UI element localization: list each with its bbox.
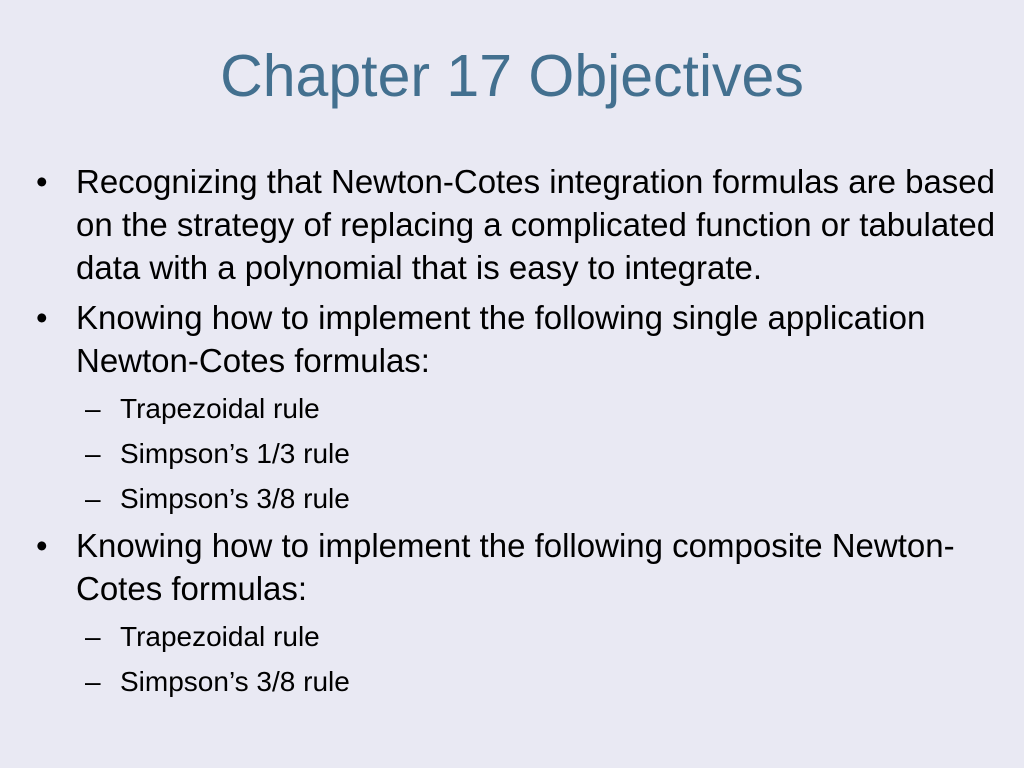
sub-bullet-text: Simpson’s 3/8 rule [120,483,350,514]
sub-bullet-item [36,389,1006,428]
sub-bullet-item [36,479,1006,518]
sub-bullet-marker: – [85,483,101,514]
objectives-list [36,160,1006,707]
sub-bullet-list [36,617,1006,701]
bullet-marker: • [36,299,48,336]
sub-bullet-marker: – [85,621,101,652]
bullet-item [36,296,1006,382]
sub-bullet-list [36,389,1006,518]
bullet-text: Knowing how to implement the following single application Newton-Cotes formulas: [76,299,926,379]
sub-bullet-text: Trapezoidal rule [120,393,320,424]
sub-bullet-item [36,662,1006,701]
bullet-item [36,160,1006,289]
sub-bullet-text: Trapezoidal rule [120,621,320,652]
slide-title: Chapter 17 Objectives [220,43,804,109]
sub-bullet-item [36,434,1006,473]
bullet-text: Knowing how to implement the following composite Newton-Cotes formulas: [76,527,955,607]
sub-bullet-item [36,617,1006,656]
sub-bullet-marker: – [85,666,101,697]
sub-bullet-text: Simpson’s 3/8 rule [120,666,350,697]
bullet-marker: • [36,527,48,564]
bullet-item [36,524,1006,610]
bullet-text: Recognizing that Newton-Cotes integration formulas are based on the strategy of replacing a complicated function or tabulated data with a polynomial that is easy to integrate. [76,163,996,286]
sub-bullet-marker: – [85,393,101,424]
bullet-marker: • [36,163,48,200]
sub-bullet-text: Simpson’s 1/3 rule [120,438,350,469]
sub-bullet-marker: – [85,438,101,469]
